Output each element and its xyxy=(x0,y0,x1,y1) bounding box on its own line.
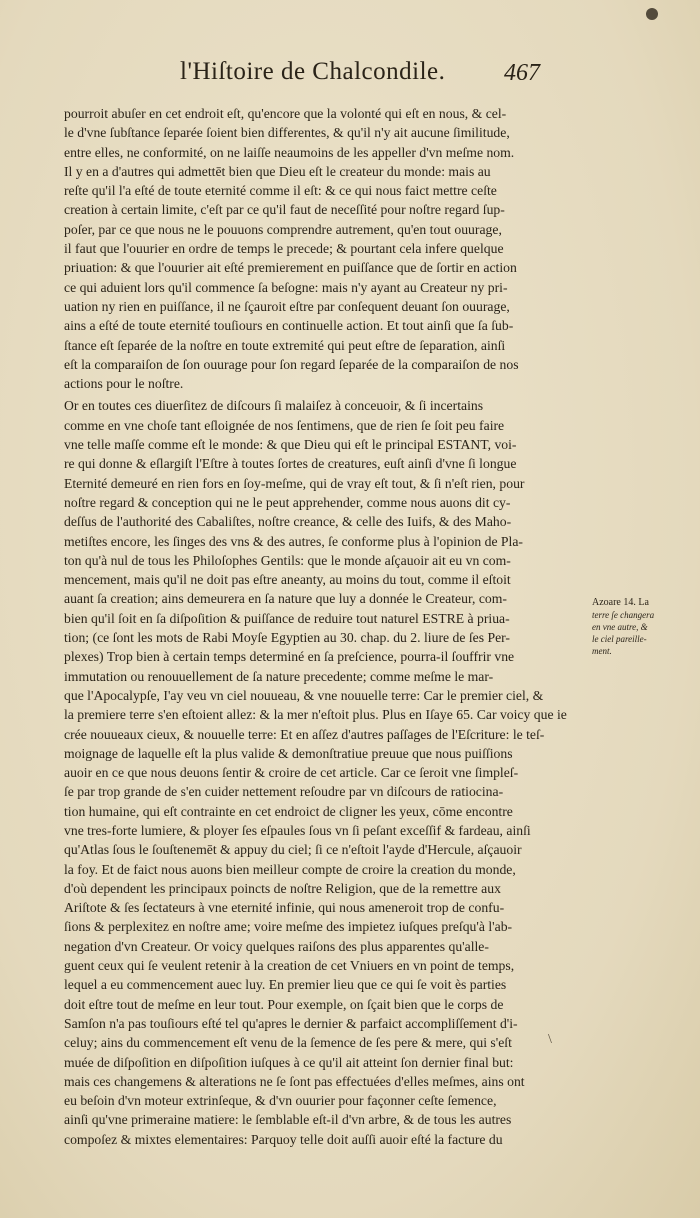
text-line: ce qui aduient lors qu'il commence ſa beſogne: mais n'y ayant au Createur ny pri- xyxy=(64,279,508,295)
text-line: compoſez & mixtes elementaires: Parquoy telle doit auſſi auoir eſté la facture du xyxy=(64,1131,503,1147)
text-line: ains a eſté de toute eternité touſiours en continuelle action. Et tout ainſi que ſa ſub- xyxy=(64,318,514,334)
text-line: immutation ou renouuellement de ſa nature precedente; comme meſme le mar- xyxy=(64,668,494,684)
text-line: Or en toutes ces diuerſitez de diſcours ſi malaiſez à conceuoir, & ſi incertains xyxy=(64,398,484,414)
text-line: ſtance eſt ſeparée de la noſtre en toute extremité qui peut eſtre de ſeparation, ainſi xyxy=(64,337,506,353)
text-line: celuy; ains du commencement eſt venu de la ſemence de ſes pere & mere, qui s'eſt xyxy=(64,1035,512,1051)
text-line: mencement, mais qu'il ne doit pas eſtre aneanty, au moins du tout, comme il eſtoit xyxy=(64,572,511,588)
text-line: Il y en a d'autres qui admettēt bien que Dieu eſt le createur du monde: mais au xyxy=(64,163,491,179)
margin-note-line: ment. xyxy=(592,646,612,656)
text-line: comme en vne choſe tant eſloignée de nos ſentimens, que de rien ſe ſoit peu faire xyxy=(64,417,505,433)
text-line: doit eſtre tout de meſme en leur tout. Pour exemple, on ſçait bien que le corps de xyxy=(64,996,504,1012)
margin-note xyxy=(592,597,664,657)
text-line: vne tres-forte lumiere, & ployer ſes eſpaules ſous vn ſi peſant exceſſif & fardeau, ainſi xyxy=(64,822,531,838)
text-line: guent ceux qui ſe veulent retenir à la creation de cet Vniuers en vn point de temps, xyxy=(64,958,515,974)
text-line: vne telle maſſe comme eſt le monde: & que Dieu qui eſt le principal ESTANT, voi- xyxy=(64,437,517,453)
text-line: auoir en ce que nous deuons ſentir & croire de cet article. Car ce ſeroit vne ſimpleſ- xyxy=(64,765,519,781)
text-line: lequel a eu commencement auec luy. En premier lieu que ce qui ſe voit ès parties xyxy=(64,977,507,993)
running-title: l'Hiſtoire de Chalcondile. xyxy=(180,58,446,85)
text-line: Ariſtote & ſes ſectateurs à vne eternité infinie, qui nous ameneroit trop de confu- xyxy=(64,900,505,916)
text-line: plexes) Trop bien à certain temps determiné en ſa preſcience, pourra-il ſouffrir vne xyxy=(64,649,515,665)
text-line: muée de diſpoſition en diſpoſition iuſques à ce qu'il ait atteint ſon dernier final but: xyxy=(64,1054,514,1070)
text-line: d'où dependent les principaux poincts de noſtre Religion, que de la remettre aux xyxy=(64,880,501,896)
ink-spot xyxy=(646,8,658,20)
text-line: tion; (ce ſont les mots de Rabi Moyſe Egyptien au 30. chap. du 2. liure de ſes Per- xyxy=(64,630,510,646)
margin-note-line: le ciel pareille- xyxy=(592,634,647,644)
text-line: la premiere terre s'en eſtoient allez: & la mer n'eſtoit plus. Plus en Iſaye 65. Car voicy que ie xyxy=(64,707,567,723)
text-line: ſe par trop grande de s'en cuider nettement reſoudre par vn diſcours de ratiocina- xyxy=(64,784,504,800)
main-text xyxy=(64,104,586,1149)
text-line: actions pour le noſtre. xyxy=(64,376,184,392)
text-line: il faut que l'ouurier en ordre de temps le precede; & pourtant cela infere quelque xyxy=(64,241,504,257)
text-line: ainſi qu'vne primeraine matiere: le ſemblable eſt-il d'vn arbre, & de tous les autres xyxy=(64,1112,512,1128)
text-line: eſt la comparaiſon de ſon ouurage pour ſon regard ſeparée de la comparaiſon de nos xyxy=(64,356,519,372)
text-line: priuation: & que l'ouurier ait eſté premierement en puiſſance que de ſortir en action xyxy=(64,260,517,276)
page-number: 467 xyxy=(504,60,540,86)
text-line: que l'Apocalypſe, I'ay veu vn ciel nouueau, & vne nouuelle terre: Car le premier ciel, & xyxy=(64,687,544,703)
text-line: deſſus de l'authorité des Cabaliſtes, noſtre creance, & celle des Iuifs, & des Maho- xyxy=(64,514,512,530)
text-line: eu beſoin d'vn moteur extrinſeque, & d'vn ouurier pour façonner ceſte ſemence, xyxy=(64,1093,497,1109)
text-line: auant ſa creation; ains demeurera en ſa nature que luy a donnée le Createur, com- xyxy=(64,591,507,607)
text-line: re qui donne & eſlargiſt l'Eſtre à toutes ſortes de creatures, euſt ainſi d'vne ſi longue xyxy=(64,456,517,472)
stray-mark: \ xyxy=(548,1032,552,1047)
text-line: la foy. Et de faict nous auons bien meilleur compte de croire la creation du monde, xyxy=(64,861,516,877)
text-line: le d'vne ſubſtance ſeparée ſoient bien differentes, & qu'il n'y ait aucune ſimilitude, xyxy=(64,125,510,141)
margin-note-line: Azoare 14. La xyxy=(592,597,649,608)
text-line: qu'Atlas ſous le ſouſtenemēt & appuy du ciel; ſi ce n'eſtoit l'ayde d'Hercule, aſçauoir xyxy=(64,842,522,858)
text-line: metiſtes encore, les ſinges des vns & des autres, ſe conforme plus à l'opinion de Pla- xyxy=(64,533,523,549)
text-line: crée nouueaux cieux, & nouuelle terre: Et en aſſez d'autres paſſages de l'Eſcriture: le teſ- xyxy=(64,726,545,742)
text-line: ſions & perplexitez en noſtre ame; voire meſme des impietez iuſques preſqu'à l'ab- xyxy=(64,919,513,935)
text-line: reſte qu'il l'a eſté de toute eternité comme il eſt: & ce qui nous faict mettre ceſte xyxy=(64,183,497,199)
text-line: mais ces changemens & alterations ne ſe ſont pas effectuées d'elles meſmes, ains ont xyxy=(64,1073,525,1089)
text-line: poſer, par ce que nous ne le pouuons comprendre autrement, qu'en tout ouurage, xyxy=(64,221,502,237)
text-line: bien qu'il ſoit en ſa diſpoſition & puiſſance de reduire tout naturel ESTRE à priua- xyxy=(64,610,510,626)
text-line: Eternité demeuré en rien fors en ſoy-meſme, qui de vray eſt tout, & ſi n'eſt rien, pour xyxy=(64,475,525,491)
text-line: pourroit abuſer en cet endroit eſt, qu'encore que la volonté qui eſt en nous, & cel- xyxy=(64,106,507,121)
text-line: moignage de laquelle eſt la plus valide & demonſtratiue preuue que nous puiſſions xyxy=(64,745,513,761)
margin-note-line: terre ſe changera xyxy=(592,610,655,620)
text-line: entre elles, ne conformité, on ne laiſſe neaumoins de les appeller d'vn meſme nom. xyxy=(64,144,515,160)
text-line: negation d'vn Createur. Or voicy quelques raiſons des plus apparentes qu'alle- xyxy=(64,938,489,954)
running-head xyxy=(100,58,600,98)
margin-note-line: en vne autre, & xyxy=(592,622,648,632)
text-line: Samſon n'a pas touſiours eſté tel qu'apres le dernier & parfaict accompliſſement d'i- xyxy=(64,1015,518,1031)
text-line: noſtre regard & conception qui ne le peut apprehender, comme nous auons dit cy- xyxy=(64,494,511,510)
text-line: uation ny rien en puiſſance, il ne ſçauroit eſtre par conſequent deuant ſon ouurage, xyxy=(64,298,510,314)
text-line: ton qu'à nul de tous les Philoſophes Gentils: que le monde aſçauoir ait eu vn com- xyxy=(64,552,511,568)
text-line: tion humaine, qui eſt contrainte en cet endroict de cligner les yeux, cōme encontre xyxy=(64,803,513,819)
text-line: creation à certain limite, c'eſt par ce qu'il faut de neceſſité pour noſtre regard ſup- xyxy=(64,202,505,218)
